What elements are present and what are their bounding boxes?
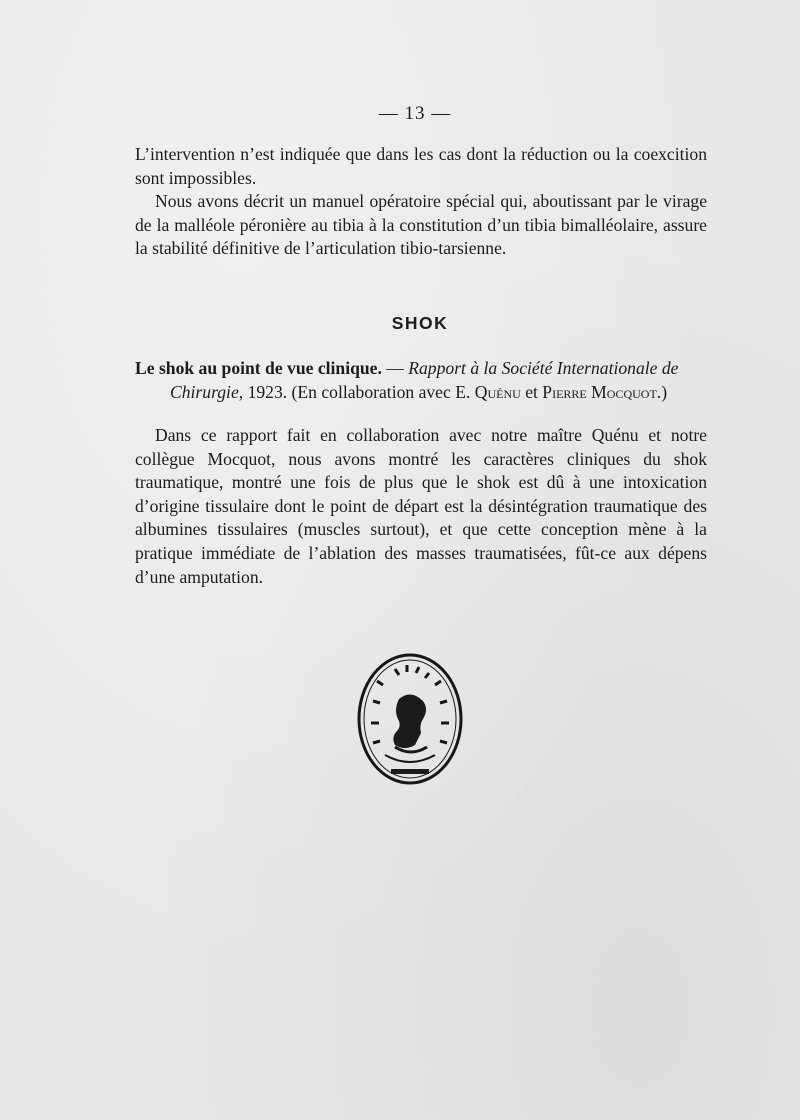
citation-year: , 1923. xyxy=(238,381,288,402)
library-stamp-icon xyxy=(355,651,465,787)
intro-paragraph-2: Nous avons décrit un manuel opératoire spécial qui, aboutissant par le virage de la malléole péronière au tibia à la constitution d’un tibia bimalléolaire, assure la stabilité définitive de l’articulation tibio-tarsienne. xyxy=(135,191,707,259)
citation xyxy=(135,357,707,404)
intro-text xyxy=(135,143,707,261)
citation-author-2: Pierre Mocquot xyxy=(542,381,657,402)
citation-report: Rapport à la Société Internationale de xyxy=(408,358,679,378)
citation-collab-join: et xyxy=(520,381,543,402)
citation-collab-suffix: .) xyxy=(656,381,668,402)
citation-line-1 xyxy=(135,357,707,381)
citation-collab-prefix: (En collaboration avec E. xyxy=(287,381,475,402)
abstract-paragraph: Dans ce rapport fait en collaboration avec notre maître Quénu et notre collègue Mocquot, nous avons montré les caractères cliniques du shok traumatique, montré une fois de plus que le shok est dû à une intoxication d’origine tissulaire dont le point de départ est la désintégration traumatique des albumines tissulaires (muscles surtout), et que cette conception mène à la pratique immédiate de l’ablation des masses traumatisées, fût-ce aux dépens d’une amputation. xyxy=(135,425,707,587)
citation-title: Le shok au point de vue clinique. xyxy=(135,358,382,378)
page-number: — 13 — xyxy=(378,103,452,124)
section-title: SHOK xyxy=(391,313,449,333)
citation-dash: — xyxy=(381,358,409,378)
citation-author-1: Quénu xyxy=(474,381,521,402)
abstract-text xyxy=(135,424,707,589)
intro-paragraph-1: L’intervention n’est indiquée que dans les cas dont la réduction ou la coexcition sont impossibles. xyxy=(135,144,707,188)
citation-journal: Chirurgie xyxy=(170,381,239,402)
citation-line-2 xyxy=(135,381,707,405)
